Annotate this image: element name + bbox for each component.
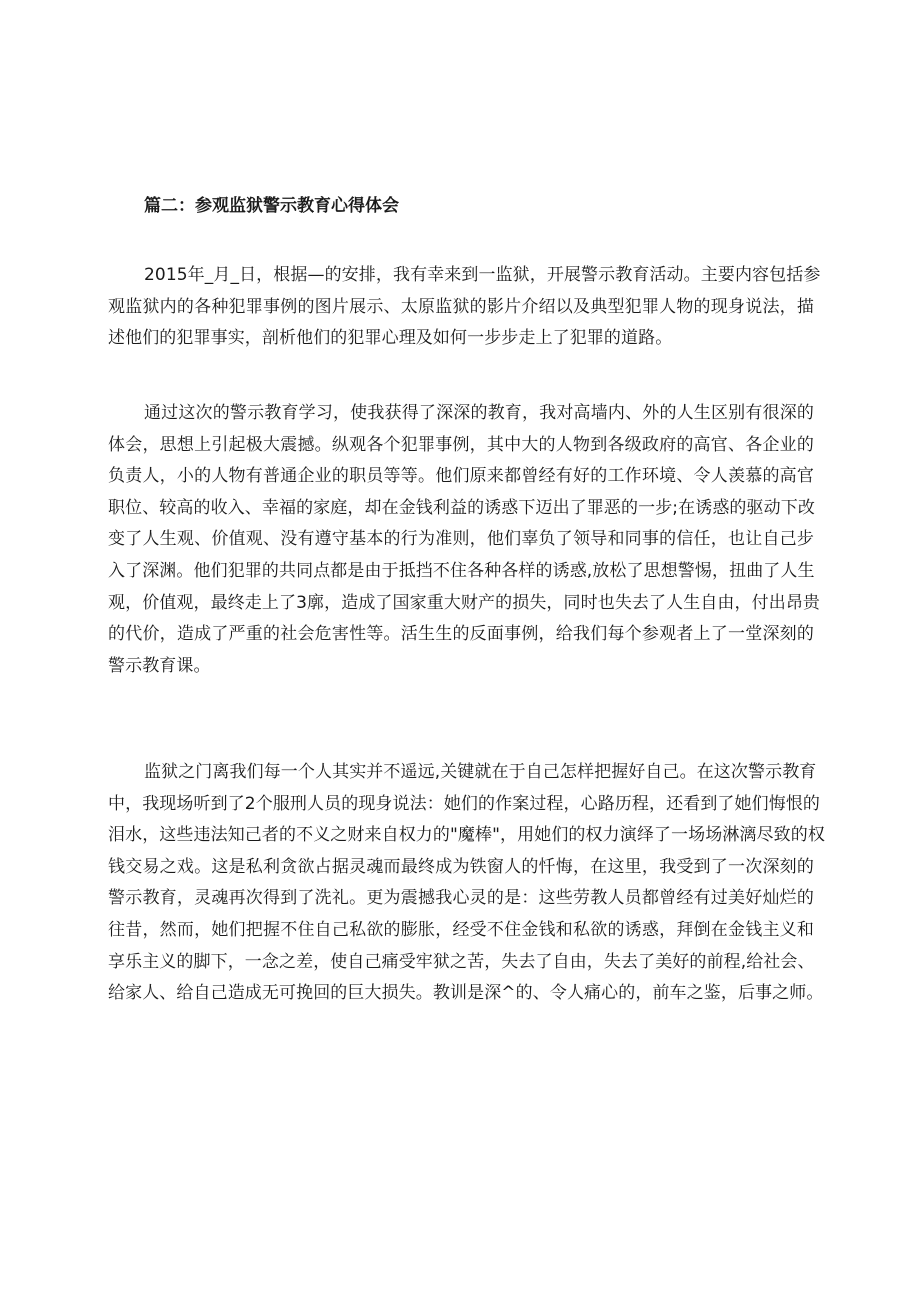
- paragraph-line: 钱交易之戏。这是私利贪欲占据灵魂而最终成为铁窗人的忏悔，在这里，我受到了一次深刻的: [108, 856, 814, 877]
- paragraph-line: 监狱之门离我们每一个人其实并不遥远,关键就在于自己怎样把握好自己。在这次警示教育: [144, 762, 817, 782]
- paragraph-2: [108, 398, 821, 682]
- paragraph-line: 往昔，然而，她们把握不住自己私欲的膨胀，经受不住金钱和私欲的诱惑，拜倒在金钱主义和: [108, 919, 814, 940]
- paragraph-line: 2015年_月_日，根据—的安排，我有幸来到一监狱，开展警示教育活动。主要内容包括参: [144, 265, 821, 285]
- paragraph-line: 观监狱内的各种犯罪事例的图片展示、太原监狱的影片介绍以及典型犯罪人物的现身说法，描: [108, 296, 814, 317]
- paragraph-line: 中，我现场听到了2个服刑人员的现身说法：她们的作案过程，心路历程，还看到了她们悔恨的: [108, 793, 821, 814]
- paragraph-line: 通过这次的警示教育学习，使我获得了深深的教育，我对高墙内、外的人生区别有很深的: [144, 403, 814, 423]
- document-heading: 篇二：参观监狱警示教育心得体会: [144, 196, 399, 216]
- paragraph-line: 的代价，造成了严重的社会危害性等。活生生的反面事例，给我们每个参观者上了一堂深刻的: [108, 624, 814, 645]
- paragraph-line: 负责人，小的人物有普通企业的职员等等。他们原来都曾经有好的工作环境、令人羡慕的高官: [108, 466, 814, 487]
- paragraph-line: 职位、较高的收入、幸福的家庭，却在金钱利益的诱惑下迈出了罪恶的一步;在诱惑的驱动下改: [108, 497, 815, 518]
- paragraph-line: 给家人、给自己造成无可挽回的巨大损失。教训是深^的、令人痛心的，前车之鉴，后事之师。: [108, 983, 824, 1004]
- paragraph-3: [108, 757, 825, 1010]
- paragraph-line: 警示教育课。: [108, 655, 211, 676]
- paragraph-line: 变了人生观、价值观、没有遵守基本的行为准则，他们辜负了领导和同事的信任，也让自己步: [108, 529, 814, 550]
- paragraph-line: 述他们的犯罪事实，剖析他们的犯罪心理及如何一步步走上了犯罪的道路。: [108, 328, 673, 349]
- paragraph-line: 享乐主义的脚下，一念之差，使自己痛受牢狱之苦，失去了自由，失去了美好的前程,给社会、: [108, 951, 815, 972]
- paragraph-line: 体会，思想上引起极大震撼。纵观各个犯罪事例，其中大的人物到各级政府的高官、各企业的: [108, 434, 814, 455]
- paragraph-line: 入了深渊。他们犯罪的共同点都是由于抵挡不住各种各样的诱惑,放松了思想警惕，扭曲了人生: [108, 560, 815, 581]
- paragraph-1: [108, 260, 821, 355]
- paragraph-line: 警示教育，灵魂再次得到了洗礼。更为震撼我心灵的是：这些劳教人员都曾经有过美好灿烂的: [108, 888, 814, 909]
- paragraph-line: 观，价值观，最终走上了3廓，造成了国家重大财产的损失，同时也失去了人生自由，付出昂贵: [108, 592, 821, 613]
- paragraph-line: 泪水，这些违法知己者的不义之财来自权力的"魔棒"，用她们的权力演绎了一场场淋漓尽致的权: [108, 825, 825, 846]
